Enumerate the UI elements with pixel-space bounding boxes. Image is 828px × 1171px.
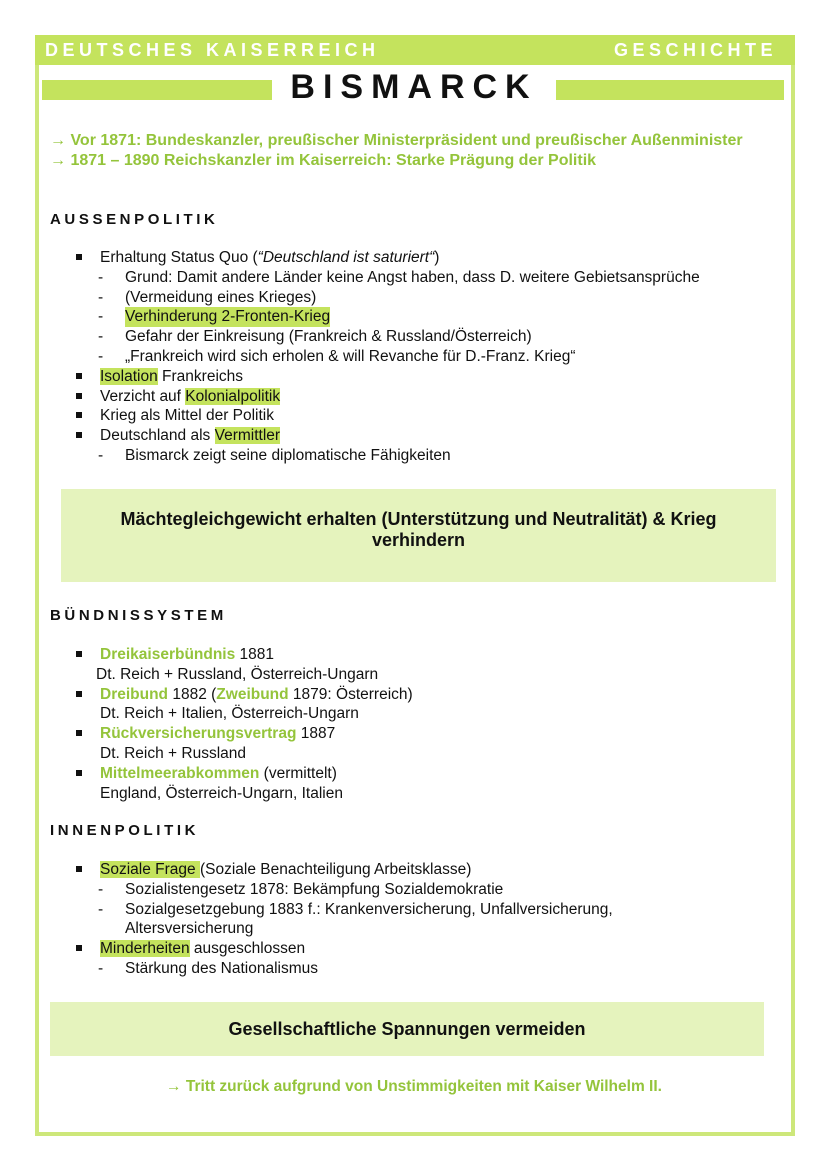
dash-icon: - — [98, 446, 104, 464]
list-item-continuation — [76, 665, 413, 685]
summary-box-innenpolitik: Gesellschaftliche Spannungen vermeiden — [50, 1002, 764, 1056]
item-text: (Soziale Benachteiligung Arbeitsklasse) — [199, 861, 472, 878]
title-accent-right — [556, 80, 784, 100]
item-text: Frankreichs — [157, 367, 244, 385]
item-text: Deutschland als — [100, 427, 215, 445]
sub-item — [76, 288, 700, 308]
dash-icon: - — [98, 288, 104, 306]
highlighted-text: Verhinderung 2-Fronten-Krieg — [125, 308, 331, 326]
list-item — [76, 939, 613, 959]
sub-item — [76, 268, 700, 288]
item-text: 1887 — [296, 725, 336, 743]
bullet-icon — [76, 866, 82, 872]
highlighted-text: Isolation — [100, 367, 158, 385]
list-item — [76, 764, 413, 784]
conclusion-line: → Tritt zurück aufgrund von Unstimmigkeiten mit Kaiser Wilhelm II. — [166, 1078, 662, 1095]
dash-icon: - — [98, 880, 104, 898]
aussenpolitik-list — [76, 248, 700, 466]
sub-item-text: (Vermeidung eines Krieges) — [125, 288, 317, 306]
sub-item — [76, 880, 613, 900]
summary-box-aussenpolitik — [61, 489, 776, 582]
bullet-icon — [76, 770, 82, 776]
dash-icon: - — [98, 328, 104, 346]
dash-icon: - — [98, 268, 104, 286]
alliance-members: Dt. Reich + Russland — [100, 744, 247, 762]
list-item-continuation — [76, 744, 413, 764]
sub-item-text: Stärkung des Nationalismus — [125, 959, 318, 977]
item-text: ausgeschlossen — [189, 940, 306, 958]
item-text: (vermittelt) — [259, 764, 337, 782]
sub-item-text: Altersversicherung — [125, 920, 254, 938]
bullet-icon — [76, 651, 82, 657]
highlighted-text: Vermittler — [214, 427, 281, 445]
item-text: Krieg als Mittel der Politik — [100, 407, 275, 425]
alliance-name: Dreibund — [100, 685, 169, 703]
item-text: ) — [434, 249, 440, 266]
alliance-members: Dt. Reich + Russland, Österreich-Ungarn — [96, 665, 379, 683]
summary-line: verhindern — [371, 530, 466, 550]
alliance-name: Rückversicherungsvertrag — [100, 725, 297, 743]
page-title: BISMARCK — [290, 68, 538, 106]
sub-item-text: Bismarck zeigt seine diplomatische Fähigkeiten — [125, 446, 451, 464]
alliance-members: England, Österreich-Ungarn, Italien — [100, 784, 343, 802]
intro-block — [50, 131, 743, 171]
summary-line: Mächtegleichgewicht erhalten (Unterstützung und Neutralität) & Krieg — [120, 509, 717, 529]
title-accent-left — [42, 80, 272, 100]
sub-item — [76, 959, 613, 979]
list-item-continuation — [76, 704, 413, 724]
sub-item — [76, 327, 700, 347]
bullet-icon — [76, 254, 82, 260]
item-text: 1882 ( — [168, 685, 217, 703]
dash-icon: - — [98, 347, 104, 365]
list-item — [76, 426, 700, 446]
header-subject-right: GESCHICHTE — [613, 40, 777, 60]
highlighted-text: Minderheiten — [100, 940, 190, 958]
sub-item-text: Sozialistengesetz 1878: Bekämpfung Sozialdemokratie — [125, 880, 504, 898]
intro-line: → 1871 – 1890 Reichskanzler im Kaiserreich: Starke Prägung der Politik — [50, 152, 597, 169]
highlighted-text: Soziale Frage — [100, 861, 200, 878]
header-subject-left: DEUTSCHES KAISERREICH — [45, 40, 380, 60]
buendnissystem-list — [76, 645, 413, 803]
section-heading-aussenpolitik: AUSSENPOLITIK — [50, 211, 219, 228]
dash-icon: - — [98, 308, 104, 326]
sub-item-continuation — [76, 919, 613, 939]
header-bar — [35, 35, 795, 65]
sub-item — [76, 347, 700, 367]
alliance-name: Dreikaiserbündnis — [100, 646, 236, 663]
list-item — [76, 367, 700, 387]
bullet-icon — [76, 432, 82, 438]
bullet-icon — [76, 373, 82, 379]
section-heading-innenpolitik: INNENPOLITIK — [50, 822, 200, 839]
bullet-icon — [76, 730, 82, 736]
item-text: 1881 — [235, 646, 275, 663]
sub-item-text: Gefahr der Einkreisung (Frankreich & Russland/Österreich) — [125, 328, 532, 346]
item-text: Verzicht auf — [100, 387, 186, 405]
sub-item — [76, 307, 700, 327]
bullet-icon — [76, 393, 82, 399]
bullet-icon — [76, 945, 82, 951]
list-item — [76, 860, 613, 880]
list-item — [76, 685, 413, 705]
bullet-icon — [76, 691, 82, 697]
sub-item-text: „Frankreich wird sich erholen & will Revanche für D.-Franz. Krieg“ — [125, 347, 576, 365]
alliance-name: Mittelmeerabkommen — [100, 764, 260, 782]
list-item-continuation — [76, 784, 413, 804]
item-text: Erhaltung Status Quo ( — [100, 249, 258, 266]
alliance-members: Dt. Reich + Italien, Österreich-Ungarn — [100, 705, 359, 723]
list-item — [76, 406, 700, 426]
alliance-name: Zweibund — [216, 685, 289, 703]
item-text: 1879: Österreich) — [288, 685, 413, 703]
list-item — [76, 645, 413, 665]
innenpolitik-list — [76, 860, 613, 979]
bullet-icon — [76, 412, 82, 418]
sub-item — [76, 900, 613, 920]
list-item — [76, 248, 700, 268]
highlighted-text: Kolonialpolitik — [185, 387, 281, 405]
dash-icon: - — [98, 900, 104, 918]
sub-item-text: Sozialgesetzgebung 1883 f.: Krankenversicherung, Unfallversicherung, — [125, 900, 613, 918]
list-item — [76, 387, 700, 407]
sub-item — [76, 446, 700, 466]
section-heading-buendnissystem: BÜNDNISSYSTEM — [50, 607, 227, 624]
dash-icon: - — [98, 959, 104, 977]
list-item — [76, 724, 413, 744]
intro-line: → Vor 1871: Bundeskanzler, preußischer Ministerpräsident und preußischer Außenminister — [50, 132, 743, 149]
sub-item-text: Grund: Damit andere Länder keine Angst haben, dass D. weitere Gebietsansprüche — [125, 268, 700, 286]
item-quote: “Deutschland ist saturiert“ — [257, 249, 435, 266]
